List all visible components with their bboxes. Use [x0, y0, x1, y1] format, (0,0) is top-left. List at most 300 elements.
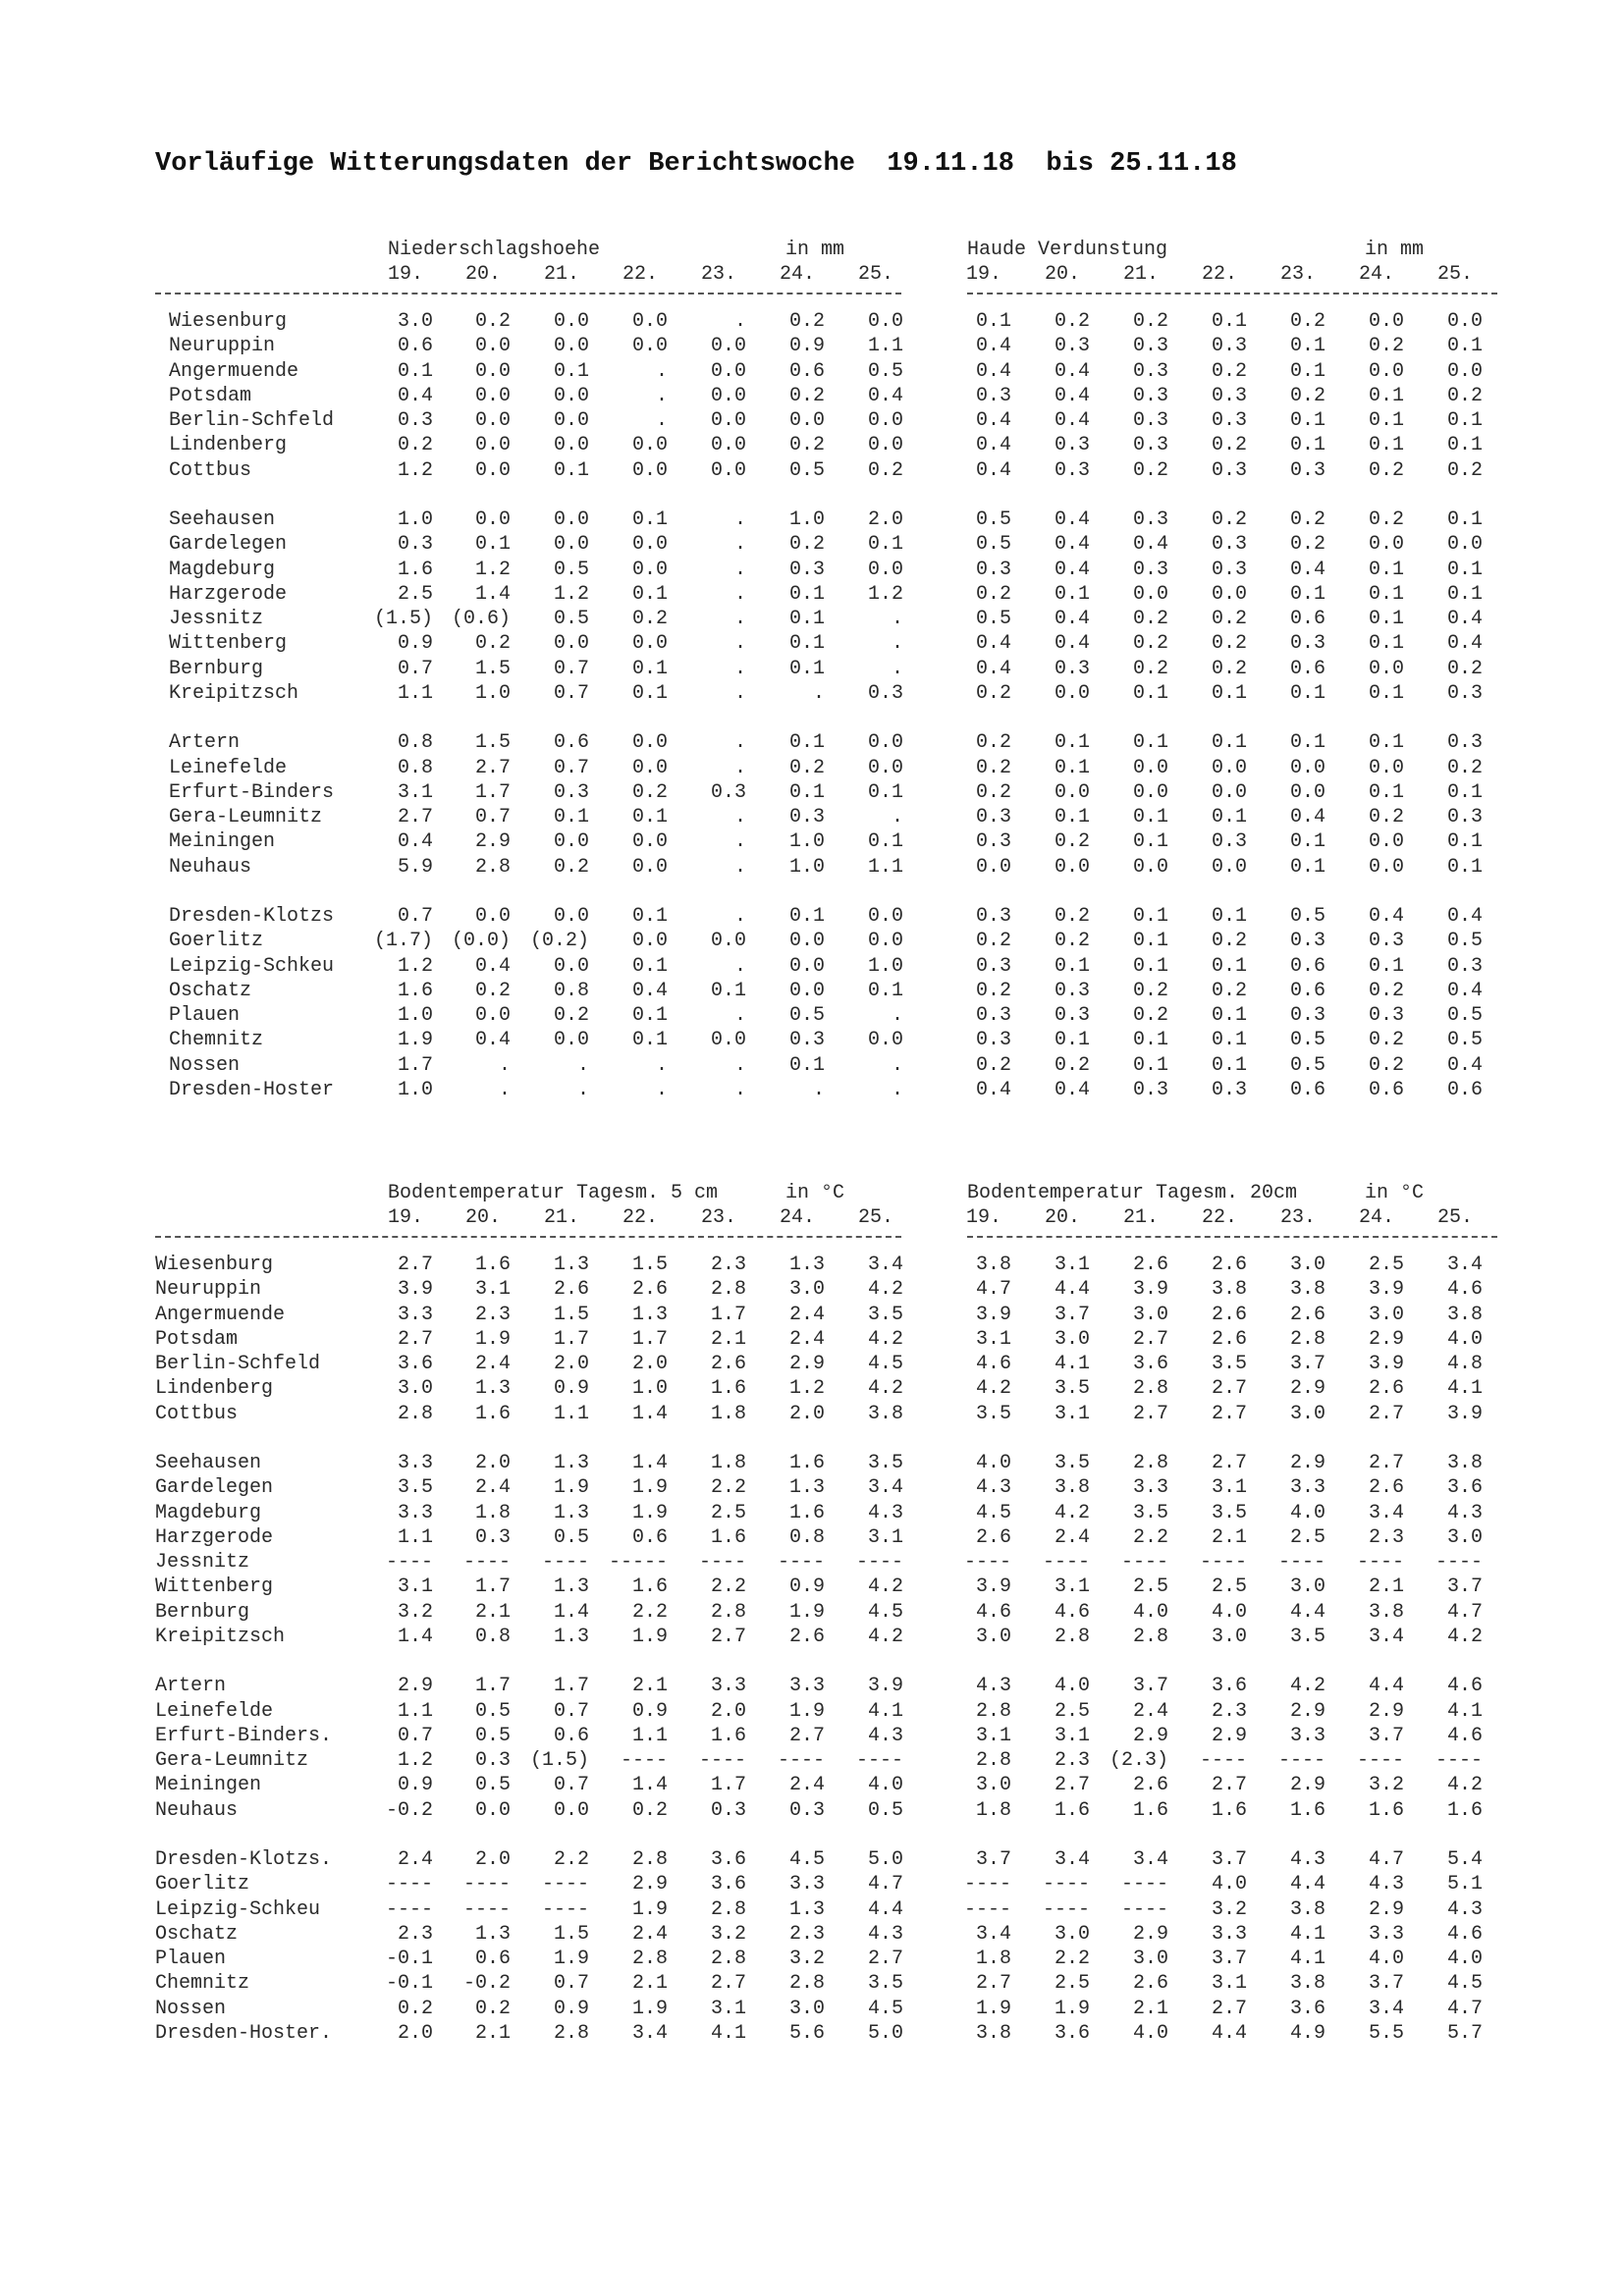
value-cell: 5.0	[867, 2021, 903, 2045]
value-cell: 2.2	[710, 1476, 746, 1500]
value-cell: 0.0	[710, 1029, 746, 1052]
value-cell: 3.0	[397, 310, 433, 333]
value-cell: 1.7	[474, 1575, 511, 1599]
value-cell: 0.3	[1368, 1004, 1404, 1027]
value-cell: 3.0	[1368, 1303, 1404, 1326]
station-name: Nossen	[169, 1053, 241, 1077]
value-cell: 0.1	[1054, 806, 1090, 828]
value-cell: 3.7	[1132, 1675, 1168, 1698]
value-cell: (1.5)	[529, 1749, 589, 1772]
value-cell: 2.4	[788, 1303, 825, 1326]
value-cell: 3.7	[1211, 1948, 1247, 1970]
value-cell: 2.1	[1132, 1997, 1168, 2020]
value-cell: 2.4	[788, 1774, 825, 1797]
value-cell: 3.5	[1132, 1501, 1168, 1524]
value-cell: .	[733, 508, 746, 531]
value-cell: 1.7	[474, 780, 511, 804]
value-cell: 2.9	[1132, 1922, 1168, 1946]
value-cell: 2.4	[397, 1848, 433, 1871]
value-cell: .	[733, 954, 746, 978]
value-cell: 4.4	[1289, 1873, 1325, 1896]
value-cell: 0.3	[1289, 930, 1325, 953]
value-cell: 4.5	[867, 1353, 903, 1375]
value-cell: 0.6	[397, 335, 433, 358]
value-cell: 0.0	[1368, 657, 1404, 680]
value-cell: 0.0	[631, 310, 668, 333]
value-cell: 0.6	[631, 1525, 668, 1549]
value-cell: 2.1	[631, 1675, 668, 1698]
value-cell: 0.0	[867, 930, 903, 953]
value-cell: 4.3	[1368, 1873, 1404, 1896]
value-cell: 3.6	[1054, 2021, 1090, 2045]
value-cell: 0.0	[631, 458, 668, 482]
value-cell: ----	[462, 1873, 511, 1896]
value-cell: 0.0	[1054, 681, 1090, 705]
value-cell: 0.2	[631, 1798, 668, 1822]
value-cell: 4.3	[867, 1501, 903, 1524]
value-cell: 4.5	[1446, 1972, 1483, 1996]
value-cell: ----	[620, 1749, 668, 1772]
value-cell: 0.2	[1132, 1004, 1168, 1027]
value-cell: 4.6	[975, 1353, 1011, 1375]
value-cell: ----	[1120, 1551, 1168, 1574]
value-cell: 0.1	[1289, 855, 1325, 879]
value-cell: 1.0	[397, 1004, 433, 1027]
value-cell: 5.5	[1368, 2021, 1404, 2045]
value-cell: (0.2)	[529, 930, 589, 953]
value-cell: 3.7	[1211, 1848, 1247, 1871]
value-cell: 3.4	[1132, 1848, 1168, 1871]
value-cell: 2.8	[1132, 1625, 1168, 1648]
value-cell: 0.0	[631, 434, 668, 457]
value-cell: 0.0	[867, 731, 903, 755]
value-cell: 4.7	[1446, 1600, 1483, 1624]
value-cell: 0.2	[631, 608, 668, 630]
value-cell: 0.3	[1054, 335, 1090, 358]
value-cell: 2.4	[474, 1476, 511, 1500]
value-cell: 1.3	[553, 1254, 589, 1276]
value-cell: .	[655, 409, 668, 432]
value-cell: (1.5)	[373, 608, 433, 630]
value-cell: 1.9	[631, 1625, 668, 1648]
value-cell: 0.1	[1289, 731, 1325, 755]
value-cell: 0.2	[975, 731, 1011, 755]
value-cell: ----	[1277, 1749, 1325, 1772]
value-cell: 4.1	[1289, 1948, 1325, 1970]
station-name: Dresden-Hoster	[169, 1078, 335, 1101]
value-cell: 1.7	[474, 1675, 511, 1698]
value-cell: 0.2	[1368, 806, 1404, 828]
value-cell: 0.2	[1054, 830, 1090, 854]
value-cell: 2.3	[1054, 1749, 1090, 1772]
value-cell: 2.0	[788, 1402, 825, 1425]
value-cell: 3.1	[710, 1997, 746, 2020]
value-cell: 0.1	[1211, 806, 1247, 828]
value-cell: 1.1	[867, 855, 903, 879]
value-cell: 0.5	[788, 1004, 825, 1027]
value-cell: 0.1	[1446, 434, 1483, 457]
value-cell: 0.1	[1211, 310, 1247, 333]
value-cell: 0.0	[788, 979, 825, 1002]
value-cell: 3.3	[397, 1303, 433, 1326]
value-cell: 2.8	[710, 1278, 746, 1302]
value-cell: 0.2	[867, 458, 903, 482]
station-name: Gardelegen	[169, 533, 288, 557]
value-cell: 2.0	[710, 1699, 746, 1723]
value-cell: 0.0	[631, 731, 668, 755]
value-cell: .	[498, 1053, 511, 1077]
day-label-left: 20.	[464, 263, 501, 286]
value-cell: 4.2	[867, 1625, 903, 1648]
value-cell: 4.0	[1132, 2021, 1168, 2045]
station-name: Wittenberg	[155, 1575, 274, 1599]
value-cell: .	[733, 558, 746, 581]
value-cell: 0.2	[975, 582, 1011, 606]
value-cell: 0.1	[1289, 359, 1325, 383]
value-cell: 4.4	[1289, 1600, 1325, 1624]
station-name: Berlin-Schfeld	[169, 409, 335, 432]
value-cell: 2.7	[710, 1972, 746, 1996]
value-cell: 3.3	[1368, 1922, 1404, 1946]
value-cell: 3.6	[1211, 1675, 1247, 1698]
value-cell: ----	[1434, 1551, 1483, 1574]
value-cell: 0.1	[1368, 681, 1404, 705]
value-cell: 3.9	[975, 1575, 1011, 1599]
value-cell: 0.0	[474, 359, 511, 383]
value-cell: 0.0	[474, 508, 511, 531]
day-label-left: 25.	[857, 1206, 893, 1229]
value-cell: .	[733, 533, 746, 557]
value-cell: 0.2	[1446, 657, 1483, 680]
value-cell: 2.9	[1211, 1724, 1247, 1747]
value-cell: 1.2	[397, 458, 433, 482]
value-cell: .	[733, 582, 746, 606]
value-cell: 0.3	[1211, 458, 1247, 482]
value-cell: 0.1	[788, 1053, 825, 1077]
value-cell: 3.5	[975, 1402, 1011, 1425]
value-cell: 4.3	[867, 1922, 903, 1946]
station-name: Wiesenburg	[155, 1254, 274, 1276]
value-cell: 2.1	[710, 1327, 746, 1351]
value-cell: 4.2	[975, 1377, 1011, 1401]
value-cell: 0.1	[1368, 780, 1404, 804]
value-cell: 0.4	[474, 1029, 511, 1052]
value-cell: 1.3	[553, 1625, 589, 1648]
value-cell: 2.8	[397, 1402, 433, 1425]
value-cell: 3.9	[1368, 1353, 1404, 1375]
separator-line-left	[155, 1236, 901, 1238]
value-cell: 0.2	[1211, 434, 1247, 457]
value-cell: 3.8	[867, 1402, 903, 1425]
value-cell: 2.4	[474, 1353, 511, 1375]
value-cell: 0.2	[975, 681, 1011, 705]
value-cell: 0.0	[1054, 780, 1090, 804]
value-cell: 0.2	[553, 855, 589, 879]
station-name: Artern	[155, 1675, 227, 1698]
value-cell: 0.0	[553, 533, 589, 557]
value-cell: 0.0	[631, 756, 668, 779]
value-cell: 4.8	[1446, 1353, 1483, 1375]
value-cell: ----	[541, 1873, 589, 1896]
value-cell: 0.5	[553, 608, 589, 630]
value-cell: 3.8	[1446, 1452, 1483, 1474]
value-cell: 0.6	[553, 1724, 589, 1747]
day-label-right: 21.	[1122, 263, 1159, 286]
day-label-left: 21.	[543, 1206, 579, 1229]
value-cell: 1.5	[474, 657, 511, 680]
value-cell: 0.2	[1368, 1029, 1404, 1052]
value-cell: 0.3	[975, 384, 1011, 407]
value-cell: 0.3	[710, 780, 746, 804]
value-cell: 1.6	[1368, 1798, 1404, 1822]
value-cell: 0.3	[1132, 409, 1168, 432]
value-cell: 0.0	[710, 335, 746, 358]
value-cell: 3.8	[1289, 1278, 1325, 1302]
value-cell: 0.3	[975, 954, 1011, 978]
value-cell: 0.0	[474, 409, 511, 432]
value-cell: 0.0	[1446, 533, 1483, 557]
value-cell: 3.5	[1289, 1625, 1325, 1648]
value-cell: 0.2	[1211, 359, 1247, 383]
value-cell: 0.4	[1446, 632, 1483, 656]
value-cell: 4.0	[1368, 1948, 1404, 1970]
value-cell: 2.8	[975, 1699, 1011, 1723]
value-cell: 1.6	[474, 1254, 511, 1276]
value-cell: 0.0	[1368, 756, 1404, 779]
value-cell: .	[733, 1078, 746, 1101]
value-cell: 4.0	[867, 1774, 903, 1797]
station-name: Meiningen	[169, 830, 276, 854]
value-cell: 3.6	[1289, 1997, 1325, 2020]
value-cell: 0.1	[1211, 681, 1247, 705]
value-cell: 0.0	[553, 335, 589, 358]
value-cell: 0.4	[1054, 558, 1090, 581]
value-cell: 0.2	[1132, 310, 1168, 333]
value-cell: 3.6	[710, 1848, 746, 1871]
value-cell: 1.4	[397, 1625, 433, 1648]
value-cell: 0.1	[1054, 731, 1090, 755]
value-cell: 0.5	[975, 533, 1011, 557]
value-cell: 0.2	[1211, 608, 1247, 630]
value-cell: 0.4	[631, 979, 668, 1002]
value-cell: 0.3	[1211, 384, 1247, 407]
value-cell: ----	[698, 1749, 746, 1772]
value-cell: 0.7	[553, 1699, 589, 1723]
value-cell: 0.1	[788, 632, 825, 656]
value-cell: 0.3	[1132, 1078, 1168, 1101]
value-cell: 0.0	[553, 434, 589, 457]
value-cell: 1.2	[553, 582, 589, 606]
day-label-right: 19.	[965, 263, 1001, 286]
value-cell: 1.7	[397, 1053, 433, 1077]
value-cell: 0.3	[397, 409, 433, 432]
value-cell: 0.2	[1211, 508, 1247, 531]
day-label-right: 19.	[965, 1206, 1001, 1229]
value-cell: 0.4	[867, 384, 903, 407]
value-cell: 2.9	[1289, 1699, 1325, 1723]
value-cell: .	[891, 1053, 903, 1077]
value-cell: 0.3	[1446, 954, 1483, 978]
value-cell: 0.1	[553, 806, 589, 828]
value-cell: 0.9	[397, 632, 433, 656]
value-cell: 2.0	[474, 1848, 511, 1871]
value-cell: 1.2	[788, 1377, 825, 1401]
right-header: Haude Verdunstung	[967, 239, 1168, 261]
value-cell: 0.2	[553, 1004, 589, 1027]
value-cell: 4.0	[975, 1452, 1011, 1474]
value-cell: 1.3	[788, 1897, 825, 1921]
value-cell: 0.3	[1211, 830, 1247, 854]
left-unit: in °C	[785, 1182, 845, 1204]
value-cell: 1.3	[474, 1922, 511, 1946]
value-cell: 2.4	[788, 1327, 825, 1351]
value-cell: 3.3	[788, 1873, 825, 1896]
value-cell: 0.3	[1211, 558, 1247, 581]
value-cell: 1.9	[397, 1029, 433, 1052]
value-cell: 1.6	[397, 979, 433, 1002]
value-cell: 0.1	[1132, 806, 1168, 828]
value-cell: 0.0	[867, 409, 903, 432]
value-cell: ----	[1120, 1897, 1168, 1921]
value-cell: 1.6	[710, 1525, 746, 1549]
value-cell: 1.0	[474, 681, 511, 705]
value-cell: 0.1	[1132, 1029, 1168, 1052]
value-cell: 0.3	[1289, 1004, 1325, 1027]
value-cell: 2.6	[553, 1278, 589, 1302]
day-label-left: 19.	[387, 263, 423, 286]
value-cell: 2.1	[474, 1600, 511, 1624]
value-cell: 1.6	[710, 1377, 746, 1401]
value-cell: 2.4	[1132, 1699, 1168, 1723]
value-cell: 0.3	[1132, 359, 1168, 383]
value-cell: 0.0	[631, 558, 668, 581]
value-cell: 1.5	[553, 1922, 589, 1946]
value-cell: 2.8	[1132, 1377, 1168, 1401]
station-name: Chemnitz	[169, 1029, 264, 1052]
value-cell: 0.1	[1446, 855, 1483, 879]
separator-line-right	[967, 1236, 1497, 1238]
value-cell: 4.3	[1446, 1501, 1483, 1524]
value-cell: 0.0	[474, 905, 511, 928]
value-cell: 0.3	[1446, 731, 1483, 755]
station-name: Angermuende	[169, 359, 299, 383]
day-label-left: 22.	[622, 1206, 658, 1229]
value-cell: 0.0	[553, 1798, 589, 1822]
value-cell: 2.7	[867, 1948, 903, 1970]
value-cell: 0.0	[474, 434, 511, 457]
station-name: Bernburg	[155, 1600, 250, 1624]
value-cell: 2.6	[1211, 1327, 1247, 1351]
value-cell: 0.2	[1132, 632, 1168, 656]
value-cell: 3.4	[1368, 1997, 1404, 2020]
value-cell: 3.0	[1132, 1303, 1168, 1326]
value-cell: 0.0	[553, 905, 589, 928]
value-cell: 0.0	[1368, 310, 1404, 333]
value-cell: 2.6	[1132, 1972, 1168, 1996]
value-cell: 1.0	[788, 855, 825, 879]
value-cell: 0.4	[975, 434, 1011, 457]
station-name: Harzgerode	[155, 1525, 274, 1549]
value-cell: 0.0	[1368, 830, 1404, 854]
value-cell: 0.3	[1054, 657, 1090, 680]
value-cell: 0.4	[1368, 905, 1404, 928]
station-name: Potsdam	[169, 384, 252, 407]
value-cell: 0.7	[553, 756, 589, 779]
station-name: Chemnitz	[155, 1972, 250, 1996]
value-cell: ----	[541, 1551, 589, 1574]
value-cell: 1.6	[631, 1575, 668, 1599]
value-cell: 2.7	[1211, 1402, 1247, 1425]
value-cell: 0.1	[1211, 905, 1247, 928]
value-cell: 1.1	[867, 335, 903, 358]
value-cell: 0.1	[1446, 558, 1483, 581]
value-cell: ----	[385, 1551, 433, 1574]
value-cell: 4.3	[867, 1724, 903, 1747]
value-cell: 0.3	[1446, 681, 1483, 705]
value-cell: ----	[698, 1551, 746, 1574]
value-cell: 1.0	[788, 508, 825, 531]
value-cell: 2.9	[474, 830, 511, 854]
value-cell: 4.1	[1289, 1922, 1325, 1946]
value-cell: 4.5	[867, 1600, 903, 1624]
value-cell: 4.2	[867, 1377, 903, 1401]
value-cell: 3.8	[975, 1254, 1011, 1276]
value-cell: 0.0	[788, 409, 825, 432]
value-cell: 0.1	[1132, 954, 1168, 978]
value-cell: 0.7	[553, 1972, 589, 1996]
day-label-right: 24.	[1358, 263, 1394, 286]
value-cell: 0.0	[1368, 533, 1404, 557]
value-cell: 0.0	[1132, 855, 1168, 879]
station-name: Leinefelde	[155, 1699, 274, 1723]
value-cell: 3.9	[397, 1278, 433, 1302]
value-cell: 0.4	[474, 954, 511, 978]
value-cell: 0.4	[1289, 558, 1325, 581]
value-cell: 0.2	[975, 979, 1011, 1002]
value-cell: 0.4	[975, 409, 1011, 432]
value-cell: .	[733, 830, 746, 854]
value-cell: 2.1	[474, 2021, 511, 2045]
value-cell: 0.1	[1054, 756, 1090, 779]
value-cell: 3.1	[474, 1278, 511, 1302]
value-cell: 0.1	[631, 582, 668, 606]
value-cell: 0.4	[397, 830, 433, 854]
value-cell: 3.0	[1211, 1625, 1247, 1648]
value-cell: 3.0	[1054, 1922, 1090, 1946]
value-cell: ----	[1356, 1551, 1404, 1574]
value-cell: 0.4	[975, 632, 1011, 656]
value-cell: 0.5	[975, 508, 1011, 531]
value-cell: 0.0	[553, 310, 589, 333]
value-cell: .	[733, 681, 746, 705]
value-cell: 1.6	[788, 1501, 825, 1524]
value-cell: 3.1	[1054, 1402, 1090, 1425]
value-cell: 5.7	[1446, 2021, 1483, 2045]
value-cell: 0.2	[1368, 1053, 1404, 1077]
value-cell: 0.1	[1054, 582, 1090, 606]
separator-line-right	[967, 293, 1497, 294]
value-cell: 4.4	[867, 1897, 903, 1921]
value-cell: 0.1	[975, 310, 1011, 333]
value-cell: 0.3	[1054, 979, 1090, 1002]
value-cell: .	[733, 1004, 746, 1027]
value-cell: 1.1	[553, 1402, 589, 1425]
value-cell: 0.5	[867, 1798, 903, 1822]
value-cell: 2.8	[553, 2021, 589, 2045]
value-cell: 0.2	[1289, 533, 1325, 557]
value-cell: 3.0	[397, 1377, 433, 1401]
value-cell: .	[655, 1078, 668, 1101]
